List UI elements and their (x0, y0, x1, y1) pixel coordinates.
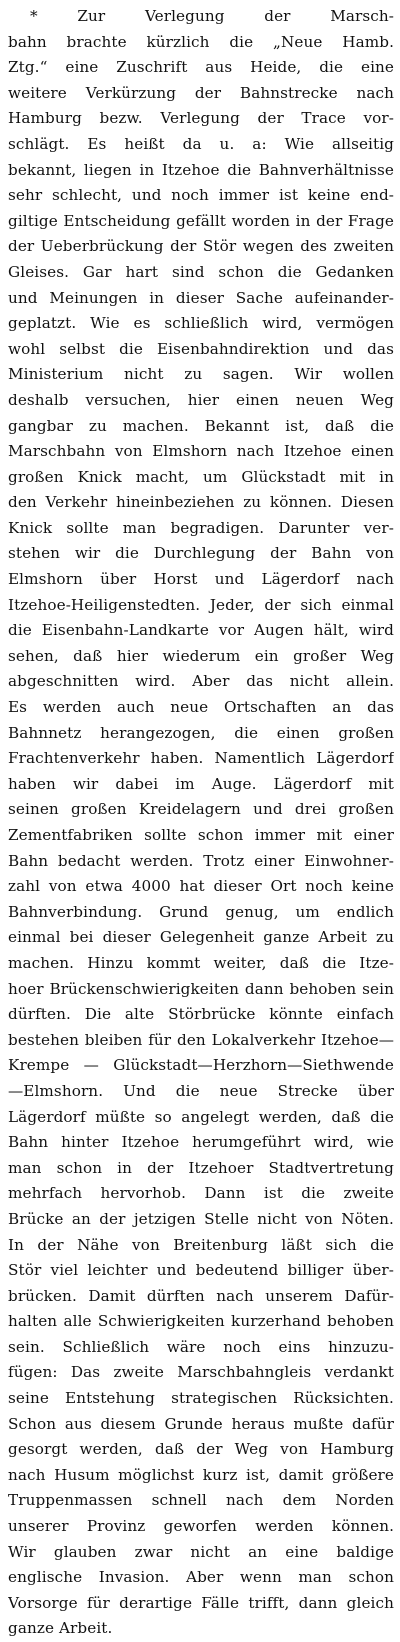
article-line-49: In der Nähe von Breitenburg läßt sich die (8, 1235, 394, 1254)
article-line-21: Knick sollte man begradigen. Darunter ver- (8, 518, 394, 537)
article-line-58: nach Husum möglichst kurz ist, damit größere (8, 1465, 394, 1484)
article-line-4: weitere Verkürzung der Bahnstrecke nach (8, 83, 394, 102)
article-line-22: stehen wir die Durchlegung der Bahn von (8, 544, 394, 563)
article-line-50: Stör viel leichter und bedeutend billiger über- (8, 1261, 394, 1280)
article-line-46: man schon in der Itzehoer Stadtvertretung (8, 1158, 394, 1177)
article-line-62: englische Invasion. Aber wenn man schon (8, 1568, 394, 1587)
article-line-56: Schon aus diesem Grunde heraus mußte dafür (8, 1414, 394, 1433)
article-line-52: halten alle Schwierigkeiten kurzerhand behoben (8, 1312, 394, 1331)
article-line-7: bekannt, liegen in Itzehoe die Bahnverhältnisse (8, 160, 394, 179)
article-line-13: geplatzt. Wie es schließlich wird, vermögen (8, 314, 394, 333)
article-line-11: Gleises. Gar hart sind schon die Gedanken (8, 262, 394, 281)
article-line-3: Ztg.“ eine Zuschrift aus Heide, die eine (8, 58, 394, 77)
article-line-51: brücken. Damit dürften nach unserem Dafür- (8, 1286, 394, 1305)
article-line-15: Ministerium nicht zu sagen. Wir wollen (8, 365, 394, 384)
article-line-23: Elmshorn über Horst und Lägerdorf nach (8, 570, 394, 589)
article-line-12: und Meinungen in dieser Sache aufeinander- (8, 288, 394, 307)
article-line-30: Frachtenverkehr haben. Namentlich Lägerdorf (8, 749, 394, 768)
article-line-54: fügen: Das zweite Marschbahngleis verdankt (8, 1363, 394, 1382)
article-line-59: Truppenmassen schnell nach dem Norden (8, 1491, 394, 1510)
article-line-5: Hamburg bezw. Verlegung der Trace vor- (8, 109, 394, 128)
article-line-10: der Ueberbrückung der Stör wegen des zweiten (8, 237, 394, 256)
article-line-26: sehen, daß hier wiederum ein großer Weg (8, 646, 394, 665)
article-line-39: hoer Brückenschwierigkeiten dann behoben sein (8, 979, 394, 998)
article-line-1: * Zur Verlegung der Marsch- (30, 7, 394, 25)
article-line-64: ganze Arbeit. (8, 1619, 113, 1638)
article-line-6: schlägt. Es heißt da u. a: Wie allseitig (8, 134, 394, 153)
article-line-55: seine Entstehung strategischen Rücksichten. (8, 1389, 394, 1408)
article-line-44: Lägerdorf müßte so angelegt werden, daß die (8, 1107, 394, 1126)
article-line-19: großen Knick macht, um Glückstadt mit in (8, 467, 394, 486)
article-line-40: dürften. Die alte Störbrücke könnte einfach (8, 1005, 394, 1024)
article-line-14: wohl selbst die Eisenbahndirektion und das (8, 339, 394, 358)
article-line-48: Brücke an der jetzigen Stelle nicht von Nöten. (8, 1209, 394, 1228)
article-line-31: haben wir dabei im Auge. Lägerdorf mit (8, 774, 394, 793)
article-line-47: mehrfach hervorhob. Dann ist die zweite (8, 1184, 394, 1203)
article-line-41: bestehen bleiben für den Lokalverkehr Itzehoe— (8, 1030, 394, 1049)
article-line-60: unserer Provinz geworfen werden können. (8, 1517, 394, 1536)
article-line-36: Bahnverbindung. Grund genug, um endlich (8, 902, 394, 921)
article-line-42: Krempe — Glückstadt—Herzhorn—Siethwende (8, 1056, 394, 1075)
article-line-63: Vorsorge für derartige Fälle trifft, dann gleich (8, 1593, 394, 1612)
article-line-61: Wir glauben zwar nicht an eine baldige (8, 1542, 394, 1561)
article-line-29: Bahnnetz herangezogen, die einen großen (8, 723, 394, 742)
article-line-32: seinen großen Kreidelagern und drei großen (8, 800, 394, 819)
article-line-9: giltige Entscheidung gefällt worden in der Frage (8, 211, 394, 230)
article-line-20: den Verkehr hineinbeziehen zu können. Diesen (8, 493, 394, 512)
article-line-16: deshalb versuchen, hier einen neuen Weg (8, 390, 394, 409)
article-line-45: Bahn hinter Itzehoe herumgeführt wird, wie (8, 1133, 394, 1152)
article-line-17: gangbar zu machen. Bekannt ist, daß die (8, 416, 394, 435)
article-line-24: Itzehoe-Heiligenstedten. Jeder, der sich einmal (8, 595, 394, 614)
article-line-43: —Elmshorn. Und die neue Strecke über (8, 1081, 394, 1100)
article-line-57: gesorgt werden, daß der Weg von Hamburg (8, 1440, 394, 1459)
article-line-2: bahn brachte kürzlich die „Neue Hamb. (8, 32, 394, 51)
article-line-35: zahl von etwa 4000 hat dieser Ort noch keine (8, 877, 394, 896)
article-line-38: machen. Hinzu kommt weiter, daß die Itze- (8, 953, 394, 972)
article-line-33: Zementfabriken sollte schon immer mit einer (8, 826, 394, 844)
article-line-8: sehr schlecht, und noch immer ist keine end- (8, 186, 394, 205)
article-line-53: sein. Schließlich wäre noch eins hinzuzu- (8, 1337, 394, 1356)
article-line-34: Bahn bedacht werden. Trotz einer Einwohner- (8, 851, 394, 870)
article-line-28: Es werden auch neue Ortschaften an das (8, 698, 394, 717)
article-line-37: einmal bei dieser Gelegenheit ganze Arbeit zu (8, 928, 394, 947)
article-line-25: die Eisenbahn-Landkarte vor Augen hält, wird (8, 621, 394, 640)
article-line-27: abgeschnitten wird. Aber das nicht allein. (8, 672, 394, 691)
article-line-18: Marschbahn von Elmshorn nach Itzehoe einen (8, 442, 394, 461)
